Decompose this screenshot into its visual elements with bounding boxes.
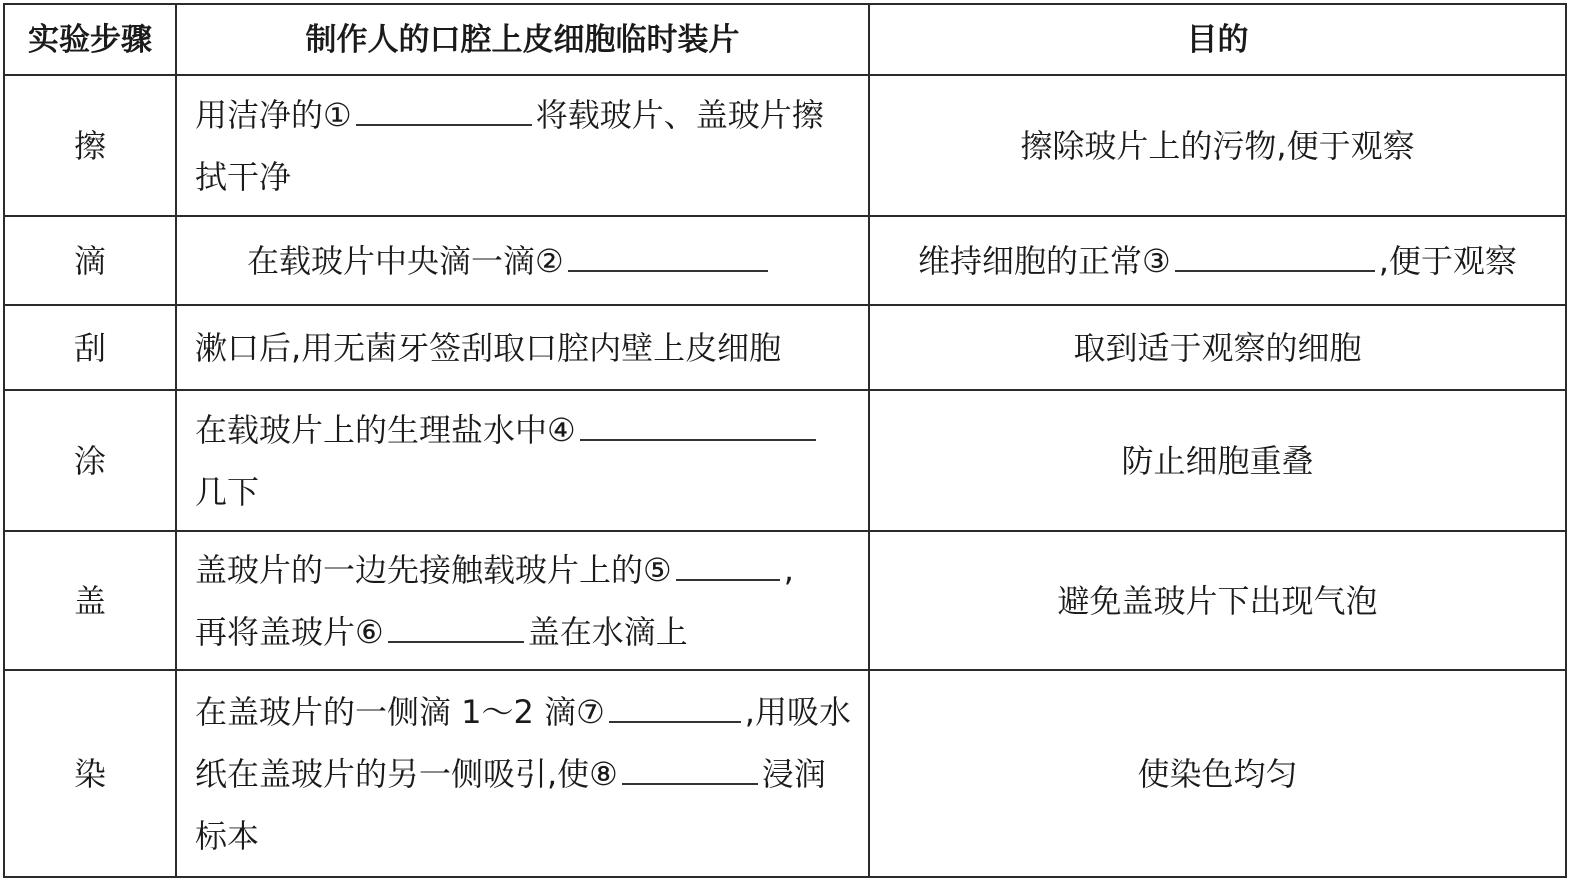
purpose-cell xyxy=(869,216,1566,305)
answer-blank-3[interactable] xyxy=(1175,269,1375,272)
experiment-table xyxy=(3,3,1567,878)
table-row xyxy=(4,305,1566,390)
purpose-cell: 使染色均匀 xyxy=(869,670,1566,877)
step-cell: 擦 xyxy=(4,75,176,216)
header-step: 实验步骤 xyxy=(4,4,176,75)
step-cell: 盖 xyxy=(4,531,176,670)
step-cell: 刮 xyxy=(4,305,176,390)
table-row xyxy=(4,75,1566,216)
procedure-cell xyxy=(176,75,869,216)
answer-blank-7[interactable] xyxy=(609,720,741,723)
answer-blank-2[interactable] xyxy=(568,269,768,272)
procedure-text: , xyxy=(783,550,794,589)
table-row xyxy=(4,670,1566,877)
purpose-cell: 取到适于观察的细胞 xyxy=(869,305,1566,390)
procedure-text: ,用吸水纸在盖玻片的另一侧吸引,使⑧ xyxy=(195,692,851,793)
step-cell: 染 xyxy=(4,670,176,877)
header-row xyxy=(4,4,1566,75)
procedure-cell: 漱口后,用无菌牙签刮取口腔内壁上皮细胞 xyxy=(176,305,869,390)
procedure-text: 用洁净的① xyxy=(195,95,352,134)
purpose-cell: 防止细胞重叠 xyxy=(869,390,1566,531)
procedure-text: 再将盖玻片⑥ xyxy=(195,612,384,651)
procedure-cell xyxy=(176,531,869,670)
procedure-text: 浸润标本 xyxy=(195,754,826,855)
procedure-text: 在载玻片中央滴一滴② xyxy=(247,241,564,280)
procedure-text: 盖玻片的一边先接触载玻片上的⑤ xyxy=(195,550,672,589)
header-procedure: 制作人的口腔上皮细胞临时装片 xyxy=(176,4,869,75)
table-row xyxy=(4,216,1566,305)
purpose-text: 维持细胞的正常③ xyxy=(918,241,1171,280)
purpose-cell: 擦除玻片上的污物,便于观察 xyxy=(869,75,1566,216)
answer-blank-1[interactable] xyxy=(356,123,532,126)
table-row xyxy=(4,390,1566,531)
procedure-cell xyxy=(176,216,869,305)
step-cell: 滴 xyxy=(4,216,176,305)
purpose-cell: 避免盖玻片下出现气泡 xyxy=(869,531,1566,670)
procedure-text: 在盖玻片的一侧滴 1～2 滴⑦ xyxy=(195,692,605,731)
procedure-text: 将载玻片、盖玻片擦拭干净 xyxy=(195,95,824,196)
purpose-text: ,便于观察 xyxy=(1378,241,1517,280)
answer-blank-5[interactable] xyxy=(676,578,780,581)
procedure-text: 在载玻片上的生理盐水中④ xyxy=(195,410,576,449)
procedure-text: 几下 xyxy=(195,472,260,511)
procedure-cell xyxy=(176,390,869,531)
procedure-cell xyxy=(176,670,869,877)
table-row xyxy=(4,531,1566,670)
answer-blank-6[interactable] xyxy=(388,640,524,643)
answer-blank-8[interactable] xyxy=(622,782,758,785)
procedure-text: 盖在水滴上 xyxy=(527,612,688,651)
header-purpose: 目的 xyxy=(869,4,1566,75)
answer-blank-4[interactable] xyxy=(580,438,816,441)
step-cell: 涂 xyxy=(4,390,176,531)
